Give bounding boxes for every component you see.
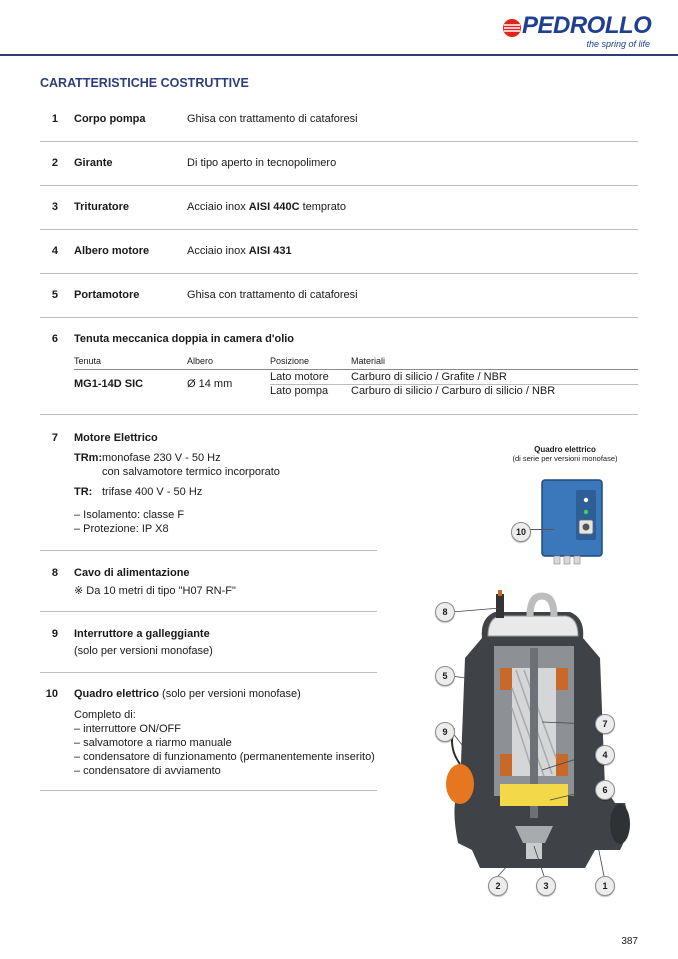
row-number: 7 xyxy=(51,432,58,444)
motor-insulation: – Isolamento: classe F xyxy=(74,509,185,521)
seal-header-rule xyxy=(74,369,638,370)
brand-name: PEDROLLO xyxy=(522,12,652,39)
brand-tagline: the spring of life xyxy=(586,39,650,49)
row-description-material: AISI 431 xyxy=(248,245,292,257)
row-description: Ghisa con trattamento di cataforesi xyxy=(187,113,358,125)
callout-5: 5 xyxy=(435,666,455,686)
row-divider xyxy=(40,414,638,415)
motor-trm-line2: con salvamotore termico incorporato xyxy=(102,466,280,478)
callout-7: 7 xyxy=(595,714,615,734)
callout-6: 6 xyxy=(595,780,615,800)
motor-tr-text: trifase 400 V - 50 Hz xyxy=(102,486,203,498)
motor-trm-label: TRm: xyxy=(74,452,103,464)
callout-leader xyxy=(528,529,554,530)
seal-header-posizione: Posizione xyxy=(270,356,310,366)
row-divider xyxy=(40,790,377,791)
panel-item: – condensatore di avviamento xyxy=(74,765,221,777)
row-number: 6 xyxy=(51,333,58,345)
seal-albero-value: Ø 14 mm xyxy=(187,378,233,390)
row-number: 4 xyxy=(51,245,58,257)
seal-header-albero: Albero xyxy=(187,356,214,366)
row-description: Ghisa con trattamento di cataforesi xyxy=(187,289,358,301)
row-description-text: Acciaio inox xyxy=(187,201,249,213)
callout-4: 4 xyxy=(595,745,615,765)
panel-item: – salvamotore a riarmo manuale xyxy=(74,737,232,749)
row-number: 10 xyxy=(45,688,58,700)
row-label: Corpo pompa xyxy=(74,113,146,125)
panel-title-line xyxy=(74,688,301,700)
float-switch-text: (solo per versioni monofase) xyxy=(74,645,213,657)
row-description-material: AISI 440C xyxy=(248,201,300,213)
panel-title-suffix: (solo per versioni monofase) xyxy=(158,688,301,700)
row-number: 8 xyxy=(51,567,58,579)
row-number: 9 xyxy=(51,628,58,640)
cable-title: Cavo di alimentazione xyxy=(74,567,190,579)
control-panel-image xyxy=(540,478,608,566)
row-divider xyxy=(40,317,638,318)
float-switch-title: Interruttore a galleggiante xyxy=(74,628,210,640)
page-number: 387 xyxy=(621,936,638,947)
row-number: 2 xyxy=(51,157,58,169)
callout-9: 9 xyxy=(435,722,455,742)
panel-item: – interruttore ON/OFF xyxy=(74,723,181,735)
row-divider xyxy=(40,672,377,673)
brand-logo xyxy=(500,12,650,52)
panel-item: – condensatore di funzionamento (permanentemente inserito) xyxy=(74,751,375,763)
row-number: 3 xyxy=(51,201,58,213)
seal-posizione-motore: Lato motore xyxy=(270,371,329,383)
row-divider xyxy=(40,273,638,274)
row-divider xyxy=(40,611,377,612)
row-description xyxy=(187,201,346,213)
row-label: Albero motore xyxy=(74,245,150,257)
control-panel-caption xyxy=(495,445,635,463)
callout-3: 3 xyxy=(536,876,556,896)
seal-tenuta-value: MG1-14D SIC xyxy=(74,378,144,390)
row-description-suffix: temprato xyxy=(299,201,346,213)
callout-1: 1 xyxy=(595,876,615,896)
section-title: CARATTERISTICHE COSTRUTTIVE xyxy=(40,76,249,90)
seal-header-tenuta: Tenuta xyxy=(74,356,102,366)
seal-title: Tenuta meccanica doppia in camera d'olio xyxy=(74,333,295,345)
row-description-text: Acciaio inox xyxy=(187,245,249,257)
motor-title: Motore Elettrico xyxy=(74,432,158,444)
row-divider xyxy=(40,141,638,142)
row-number: 5 xyxy=(51,289,58,301)
panel-intro: Completo di: xyxy=(74,709,136,721)
seal-materiali-pompa: Carburo di silicio / Carburo di silicio / NBR xyxy=(351,385,556,397)
row-number: 1 xyxy=(51,113,58,125)
cable-text: ※ Da 10 metri di tipo "H07 RN-F" xyxy=(74,585,236,597)
row-description xyxy=(187,245,292,257)
callout-10: 10 xyxy=(511,522,531,542)
row-label: Portamotore xyxy=(74,289,140,301)
row-description: Di tipo aperto in tecnopolimero xyxy=(187,157,337,169)
callout-8: 8 xyxy=(435,602,455,622)
row-label: Trituratore xyxy=(74,201,130,213)
motor-tr-label: TR: xyxy=(74,486,93,498)
control-panel-caption-title: Quadro elettrico xyxy=(534,445,596,454)
motor-protection: – Protezione: IP X8 xyxy=(74,523,169,535)
pedrollo-logo-icon xyxy=(502,18,522,38)
row-label: Girante xyxy=(74,157,113,169)
seal-posizione-pompa: Lato pompa xyxy=(270,385,329,397)
row-divider xyxy=(40,185,638,186)
row-divider xyxy=(40,229,638,230)
control-panel-caption-subtitle: (di serie per versioni monofase) xyxy=(512,454,618,463)
row-divider xyxy=(40,550,377,551)
motor-trm-line1: monofase 230 V - 50 Hz xyxy=(102,452,221,464)
callout-2: 2 xyxy=(488,876,508,896)
header-rule xyxy=(0,54,678,56)
panel-title: Quadro elettrico xyxy=(74,688,159,700)
seal-header-materiali: Materiali xyxy=(351,356,386,366)
seal-materiali-motore: Carburo di silicio / Grafite / NBR xyxy=(351,371,507,383)
